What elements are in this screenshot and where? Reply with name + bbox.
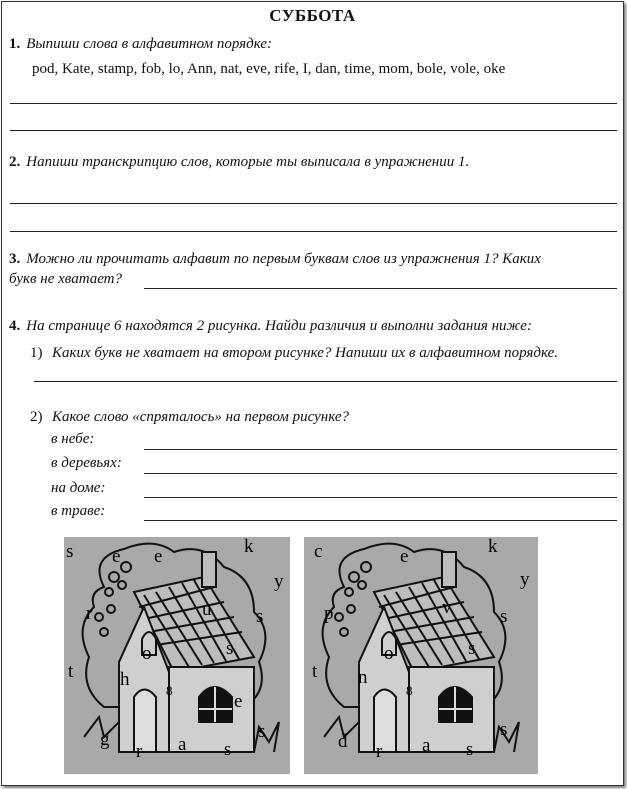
task-3-number: 3.: [9, 251, 21, 267]
hidden-letter: k: [488, 537, 498, 557]
hidden-letter: s: [500, 606, 508, 627]
hidden-letter: t: [312, 661, 318, 682]
task-3-text-line1: Можно ли прочитать алфавит по первым буквам слов из упражнения 1? Каких: [26, 251, 541, 267]
task-4-text: На странице 6 находятся 2 рисунка. Найди различия и выполни задания ниже:: [26, 318, 532, 334]
chimney: [202, 552, 216, 587]
task-4-number: 4.: [9, 318, 21, 334]
hidden-letter: o: [384, 643, 394, 664]
hidden-letter: e: [400, 546, 409, 567]
hidden-letter: r: [136, 741, 143, 762]
task-3-text-line2: букв не хватает?: [9, 271, 123, 287]
task-2: [9, 154, 469, 171]
task-3: [9, 251, 541, 268]
hidden-letter: y: [274, 571, 284, 592]
place-label-sky: в небе:: [51, 431, 95, 447]
hidden-letter: e: [112, 546, 121, 567]
hidden-letter: r: [376, 741, 383, 762]
task-4-sub1-number: 1): [30, 345, 43, 361]
hidden-letter: v: [442, 597, 452, 618]
answer-line[interactable]: [10, 203, 617, 204]
task-1: [9, 36, 272, 53]
hidden-letter: s: [226, 638, 234, 659]
hidden-letter: s: [468, 638, 476, 659]
hidden-letter: n: [358, 667, 368, 688]
answer-line[interactable]: [10, 103, 617, 104]
hidden-letter: c: [314, 541, 323, 562]
hidden-letter: e: [234, 691, 243, 712]
task-2-text: Напиши транскрипцию слов, которые ты выписала в упражнении 1.: [26, 154, 470, 170]
hidden-letter: u: [202, 599, 212, 620]
answer-line-house[interactable]: [144, 497, 617, 498]
hidden-letter: s: [466, 739, 474, 760]
task-4-sub2-number: 2): [30, 409, 43, 425]
task-4-sub2-text: Какое слово «спряталось» на первом рисунке?: [52, 409, 350, 425]
hidden-letter: p: [324, 603, 334, 624]
place-label-house: на доме:: [51, 480, 106, 496]
hidden-letter: s: [256, 606, 264, 627]
chimney: [442, 552, 456, 587]
hidden-letter: k: [244, 537, 254, 557]
hidden-letter: g: [100, 729, 110, 750]
task-1-word-list: pod, Kate, stamp, fob, lo, Ann, nat, eve, rife, I, dan, time, mom, bole, vole, oke: [32, 61, 506, 77]
hidden-letter: s: [500, 719, 508, 740]
house-picture-1: [64, 537, 290, 774]
answer-line[interactable]: [10, 231, 617, 232]
answer-line[interactable]: [10, 130, 617, 131]
task-4: [9, 318, 532, 335]
answer-line-sky[interactable]: [144, 449, 617, 450]
answer-line[interactable]: [144, 288, 617, 289]
answer-line-trees[interactable]: [144, 473, 617, 474]
hidden-letter: d: [338, 731, 348, 752]
place-label-trees: в деревьях:: [51, 455, 122, 471]
house-picture-2: [304, 537, 538, 774]
hidden-letter: 8: [406, 683, 413, 698]
page-title: СУББОТА: [269, 6, 356, 25]
task-4-sub1-text: Каких букв не хватает на втором рисунке? Напиши их в алфавитном порядке.: [52, 345, 559, 361]
house-drawing-2: [304, 537, 538, 774]
answer-line[interactable]: [34, 381, 617, 382]
hidden-letter: h: [120, 669, 130, 690]
hidden-letter: s: [66, 541, 74, 562]
hidden-letter: r: [86, 603, 93, 624]
hidden-letter: e: [154, 546, 163, 567]
house-drawing-1: [64, 537, 290, 774]
hidden-letter: 8: [166, 683, 173, 698]
task-2-number: 2.: [9, 154, 21, 170]
task-1-text: Выпиши слова в алфавитном порядке:: [26, 36, 273, 52]
answer-line-grass[interactable]: [144, 520, 617, 521]
hidden-letter: t: [68, 661, 74, 682]
hidden-letter: a: [422, 735, 431, 756]
hidden-letter: y: [520, 569, 530, 590]
place-label-grass: в траве:: [51, 503, 106, 519]
hidden-letter: a: [178, 734, 187, 755]
hidden-letter: o: [142, 643, 152, 664]
worksheet-page: [1, 1, 624, 786]
task-1-number: 1.: [9, 36, 21, 52]
hidden-letter: s: [258, 721, 266, 742]
hidden-letter: s: [224, 739, 232, 760]
